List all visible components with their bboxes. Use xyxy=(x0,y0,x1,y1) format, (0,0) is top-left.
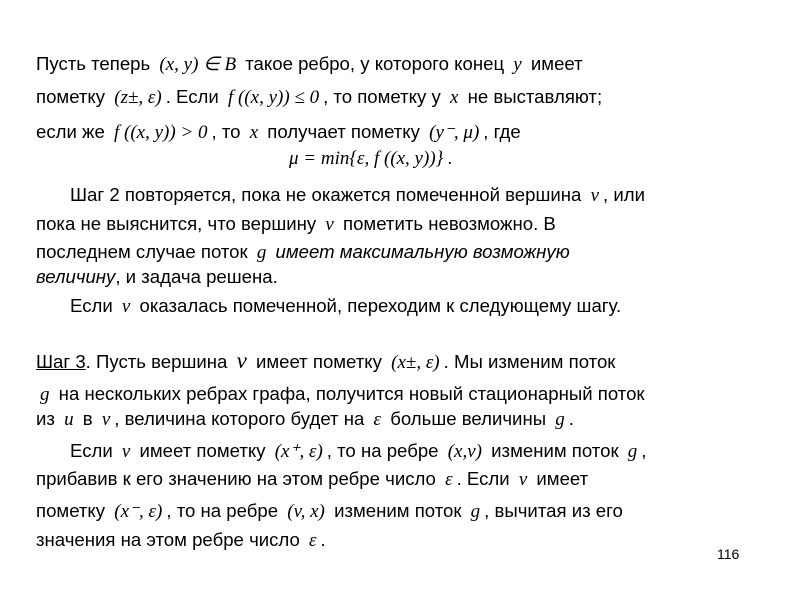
text-line-16: значения на этом ребре число ε . xyxy=(36,529,326,551)
math-g: g xyxy=(627,441,638,462)
math-v: v xyxy=(518,469,528,490)
step-3-heading: Шаг 3 xyxy=(36,351,86,372)
math-epsilon: ε xyxy=(309,530,317,551)
text-line-1: Пусть теперь (x, y) ∈ B такое ребро, у которого конец y имеет xyxy=(36,53,583,75)
math-x-minus-eps: (x⁻, ε) xyxy=(114,501,163,522)
math-g: g xyxy=(256,242,267,263)
math-g: g xyxy=(470,501,481,522)
text-line-6: пока не выяснится, что вершину v пометить невозможно. В xyxy=(36,213,556,235)
formula-mu: μ = min{ε, f ((x, y))} . xyxy=(285,146,452,171)
text-line-2: пометку (z±, ε) . Если f ((x, y)) ≤ 0 , то пометку у x не выставляют; xyxy=(36,86,603,108)
text-line-15: пометку (x⁻, ε) , то на ребре (v, x) изменим поток g , вычитая из его xyxy=(36,500,623,522)
math-mu-min: μ = min{ε, f ((x, y))} xyxy=(289,148,444,169)
math-z-label: (z±, ε) xyxy=(114,87,162,108)
text-line-10: Шаг 3. Пусть вершина v имеет пометку (x±, ε) . Мы изменим поток xyxy=(36,348,616,373)
math-v: v xyxy=(325,214,334,235)
math-v: v xyxy=(101,409,111,430)
math-edge-xv: (x,v) xyxy=(447,441,482,462)
math-edge-in-b: (x, y) ∈ B xyxy=(159,54,237,75)
math-epsilon: ε xyxy=(373,409,382,430)
text-line-13: Если v имеет пометку (x⁺, ε) , то на ребре (x,v) изменим поток g , xyxy=(70,440,647,462)
math-y: y xyxy=(513,54,522,75)
math-edge-vx: (v, x) xyxy=(287,501,325,522)
math-u: u xyxy=(64,409,74,430)
math-f-le-zero: f ((x, y)) ≤ 0 xyxy=(227,87,320,108)
math-x: x xyxy=(449,87,459,108)
text-line-7: последнем случае поток g имеет максимальную возможную xyxy=(36,241,570,263)
page-number: 116 xyxy=(717,546,740,562)
text-line-3: если же f ((x, y)) > 0 , то x получает пометку (y⁻, μ) , где xyxy=(36,121,521,143)
text-line-5: Шаг 2 повторяется, пока не окажется помеченной вершина v , или xyxy=(70,184,645,206)
math-y-minus-mu: (y⁻, μ) xyxy=(429,122,480,143)
math-v: v xyxy=(236,348,247,373)
math-x-pm-eps: (x±, ε) xyxy=(391,352,440,373)
text-line-14: прибавив к его значению на этом ребре число ε . Если v имеет xyxy=(36,468,589,490)
text-line-12: из u в v , величина которого будет на ε больше величины g . xyxy=(36,408,574,430)
math-f-gt-zero: f ((x, y)) > 0 xyxy=(114,122,208,143)
math-g: g xyxy=(555,409,565,430)
math-x: x xyxy=(249,122,259,143)
text-line-8: величину, и задача решена. xyxy=(36,266,278,287)
text-line-11: g на нескольких ребрах графа, получится новый стационарный поток xyxy=(36,382,645,407)
math-x-plus-eps: (x⁺, ε) xyxy=(274,441,323,462)
math-epsilon: ε xyxy=(445,469,453,490)
math-v: v xyxy=(590,185,600,206)
math-v: v xyxy=(121,441,131,462)
text-line-9: Если v оказалась помеченной, переходим к следующему шагу. xyxy=(70,295,622,317)
math-v: v xyxy=(121,296,131,317)
math-g: g xyxy=(40,384,50,405)
